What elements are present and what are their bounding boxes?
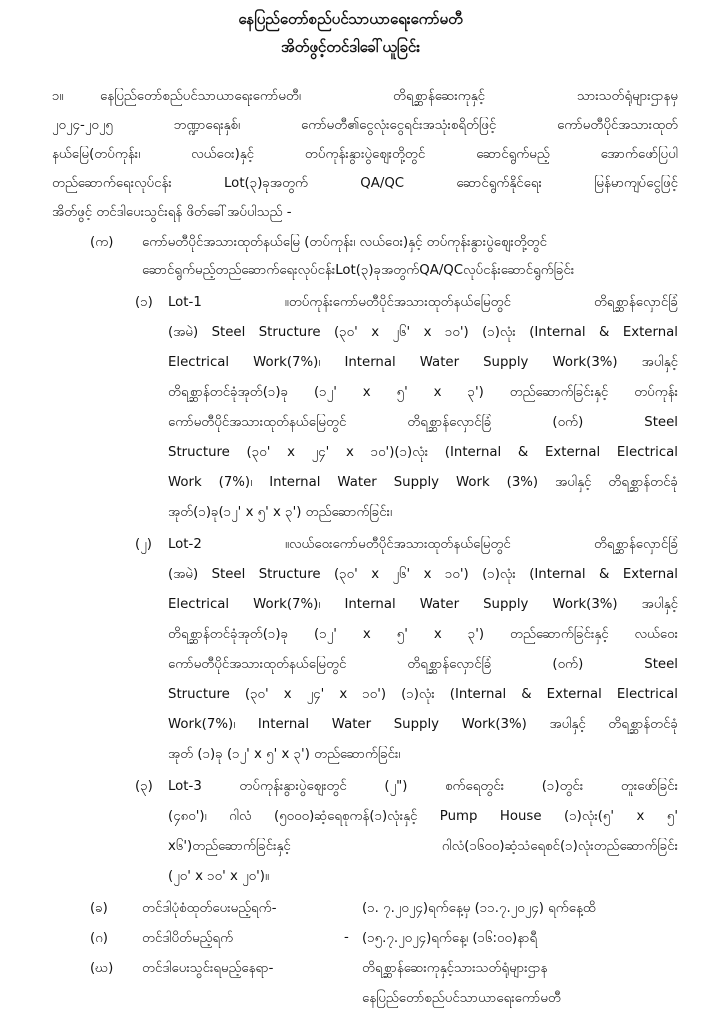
lot-label: (၂)	[135, 537, 152, 552]
lot-label: (၁)	[135, 295, 153, 310]
lot-line: တိရစ္ဆာန်တင်ခုံအုတ်(၁)ခု (၁၂' x ၅' x ၃') တည်ဆောက်ခြင်းနှင့် တပ်ကုန်း	[168, 385, 678, 400]
schedule-key: တင်ဒါပိတ်မည့်ရက်	[142, 931, 234, 946]
item-line: ကော်မတီပိုင်အသားထုတ်နယ်မြေ (တပ်ကုန်း၊ လယ်ဝေး)နှင့် တပ်ကုန်းနွားပွဲဈေးတို့တွင်	[142, 235, 547, 250]
lot-line: (အမဲ) Steel Structure (၃၀' x ၂၆' x ၁၀') (၁)လုံး (Internal & External	[168, 567, 678, 582]
lot-line: (အမဲ) Steel Structure (၃၀' x ၂၆' x ၁၀') (၁)လုံး (Internal & External	[168, 325, 678, 340]
lot-line: Structure (၃၀' x ၂၄' x ၁၀') (၁)လုံး (Internal & External Electrical	[168, 687, 678, 702]
notice-subtitle: အိတ်ဖွင့်တင်ဒါခေါ်ယူခြင်း	[280, 38, 420, 56]
schedule-label: (ခ)	[90, 901, 108, 916]
item-line: ဆောင်ရွက်မည့်တည်ဆောက်ရေးလုပ်ငန်းLot(၃)ခုအတွက်QA/QCလုပ်ငန်းဆောင်ရွက်ခြင်း	[142, 263, 575, 278]
schedule-label: (ဃ)	[90, 961, 114, 976]
schedule-key: တင်ဒါပေးသွင်းရမည့်နေရာ-	[142, 961, 274, 976]
schedule-value: တိရစ္ဆာန်ဆေးကုနှင့်သားသတ်ရုံများဌာန	[362, 961, 548, 976]
lot-line: Electrical Work(7%)၊ Internal Water Supply Work(3%) အပါနှင့်	[168, 355, 678, 370]
paragraph-number: ၁။	[52, 89, 64, 104]
schedule-key: တင်ဒါပုံစံထုတ်ပေးမည့်ရက်-	[142, 901, 277, 916]
schedule-value: နေပြည်တော်စည်ပင်သာယာရေးကော်မတီ	[362, 991, 561, 1006]
paragraph-line: နေပြည်တော်စည်ပင်သာယာရေးကော်မတီ၊ တိရစ္ဆာန်ဆေးကုနှင့် သားသတ်ရုံများဌာနမှ	[100, 89, 678, 104]
lot-line: Lot-2 ။လယ်ဝေးကော်မတီပိုင်အသားထုတ်နယ်မြေတွင် တိရစ္ဆာန်လှောင်ခြံ	[168, 537, 678, 552]
paragraph-line: နယ်မြေ(တပ်ကုန်း၊ လယ်ဝေး)နှင့် တပ်ကုန်းနွားပွဲဈေးတို့တွင် ဆောင်ရွက်မည့် အောက်ဖော်ပြပါ	[52, 147, 678, 162]
lot-line: Work (7%)၊ Internal Water Supply Work (3%) အပါနှင့် တိရစ္ဆာန်တင်ခုံ	[168, 475, 678, 490]
lot-line: Structure (၃၀' x ၂၄' x ၁၀')(၁)လုံး (Internal & External Electrical	[168, 445, 678, 460]
lot-line: တိရစ္ဆာန်တင်ခုံအုတ်(၁)ခု (၁၂' x ၅' x ၃') တည်ဆောက်ခြင်းနှင့် လယ်ဝေး	[168, 627, 678, 642]
item-label: (က)	[90, 235, 114, 250]
lot-line: (၄၈၀')၊ ဂါလံ (၅၀၀၀)ဆံ့ရေစုကန်(၁)လုံးနှင့် Pump House (၁)လုံး(၅' x ၅'	[168, 809, 678, 824]
lot-line: Lot-3 တပ်ကုန်းနွားပွဲဈေးတွင် (၂") စက်ရေတွင်း (၁)တွင်း တူးဖော်ခြင်း	[168, 779, 678, 794]
schedule-value: (၁၅.၇.၂၀၂၄)ရက်နေ့၊ (၁၆:၀၀)နာရီ	[362, 931, 538, 946]
lot-line: Lot-1 ။တပ်ကုန်းကော်မတီပိုင်အသားထုတ်နယ်မြေတွင် တိရစ္ဆာန်လှောင်ခြံ	[168, 295, 678, 310]
lot-line: အုတ်(၁)ခု(၁၂' x ၅' x ၃') တည်ဆောက်ခြင်း၊	[168, 505, 393, 520]
paragraph-line: အိတ်ဖွင့် တင်ဒါပေးသွင်းရန် ဖိတ်ခေါ်အပ်ပါသည် -	[52, 205, 292, 220]
schedule-value: (၁. ၇.၂၀၂၄)ရက်နေ့မှ (၁၁.၇.၂၀၂၄) ရက်နေ့ထိ	[362, 901, 596, 916]
lot-line: ကော်မတီပိုင်အသားထုတ်နယ်မြေတွင် တိရစ္ဆာန်လှောင်ခြံ (ဝက်) Steel	[168, 415, 678, 430]
lot-line: (၂၀' x ၁၀' x ၂၀')။	[168, 869, 269, 884]
lot-line: ကော်မတီပိုင်အသားထုတ်နယ်မြေတွင် တိရစ္ဆာန်လှောင်ခြံ (ဝက်) Steel	[168, 657, 678, 672]
lot-label: (၃)	[135, 779, 153, 794]
lot-line: x၆')တည်ဆောက်ခြင်းနှင့် ဂါလံ(၁၆၀၀)ဆံ့သံရေစင်(၁)လုံးတည်ဆောက်ခြင်း	[168, 839, 678, 854]
notice-title: နေပြည်တော်စည်ပင်သာယာရေးကော်မတီ	[238, 10, 463, 28]
lot-line: Electrical Work(7%)၊ Internal Water Supply Work(3%) အပါနှင့်	[168, 597, 678, 612]
paragraph-line: ၂၀၂၄-၂၀၂၅ ဘဏ္ဍာရေးနှစ်၊ ကော်မတီ၏ငွေလုံးငွေရင်းအသုံးစရိတ်ဖြင့် ကော်မတီပိုင်အသားထုတ်	[52, 118, 678, 133]
lot-line: Work(7%)၊ Internal Water Supply Work(3%) အပါနှင့် တိရစ္ဆာန်တင်ခုံ	[168, 717, 678, 732]
schedule-dash: -	[344, 930, 349, 945]
lot-line: အုတ် (၁)ခု (၁၂' x ၅' x ၃') တည်ဆောက်ခြင်း၊	[168, 747, 401, 762]
schedule-label: (ဂ)	[90, 931, 108, 946]
paragraph-line: တည်ဆောက်ရေးလုပ်ငန်း Lot(၃)ခုအတွက် QA/QC ဆောင်ရွက်နိုင်ရေး မြန်မာကျပ်ငွေဖြင့်	[52, 176, 678, 191]
